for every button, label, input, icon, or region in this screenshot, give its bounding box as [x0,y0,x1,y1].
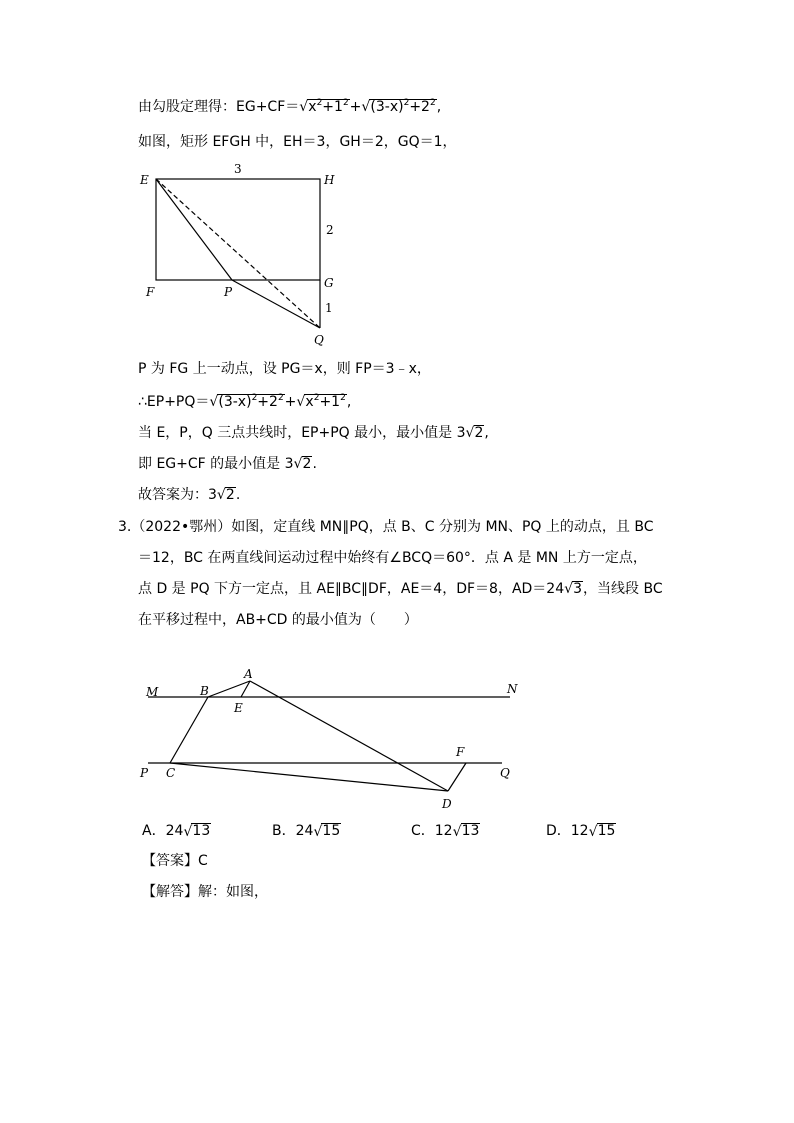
term: x [308,99,317,115]
plus: + [349,99,362,115]
label-q: Q [314,333,324,347]
term: (3-x) [370,99,404,115]
exponent: 2 [342,98,349,108]
label-m: M [146,685,159,699]
sqrt-expression: √ 2 [293,456,312,472]
label-p2: P [140,766,149,780]
text-suffix: ，当线段 BC [583,581,663,597]
analysis-label: 【解答】 [142,884,198,900]
term: (3-x) [218,394,252,410]
parallel-lines-figure [130,660,530,815]
exponent: 2 [313,393,320,403]
question3-line1: 3.（2022•鄂州）如图，定直线 MN∥PQ，点 B、C 分别为 MN、PQ 上的动点，且 BC [118,519,654,535]
dim-gh: 2 [326,223,334,237]
option-label: D．12 [546,823,589,839]
radicand: 15 [322,823,341,839]
answer-label: 【答案】 [142,853,198,869]
question3-line2: ＝12，BC 在两直线间运动过程中始终有∠BCQ＝60°．点 A 是 MN 上方一定点， [138,550,647,566]
sqrt-expression: √ 15 [588,823,616,840]
option-label: A．24 [142,823,184,839]
pythagoras-line [138,98,441,117]
text-prefix: 点 D 是 PQ 下方一定点，且 AE∥BC∥DF，AE＝4，DF＝8，AD＝24 [138,581,565,597]
dashed-eq [156,179,320,328]
segment-df [448,763,466,791]
option-label: B．24 [272,823,314,839]
collinear-statement [138,424,489,442]
punctuation: , [346,394,352,410]
punctuation: . [312,456,317,472]
exponent: 2 [340,393,346,403]
text-prefix: ∴EP+PQ＝ [138,394,210,410]
option-b[interactable] [272,820,341,840]
label-f: F [146,285,155,299]
analysis-line [142,883,268,901]
sqrt-expression: √ $x^2+1^2$ [296,393,346,410]
label-a: A [244,667,253,681]
sqrt-expression: √ 13 [183,823,211,840]
punctuation: , [436,99,442,115]
sqrt-expression: √ 13 [452,823,480,840]
term: +1 [319,394,341,410]
term: +2 [257,394,278,410]
rectangle-statement: 如图，矩形 EFGH 中，EH＝3，GH＝2，GQ＝1， [138,134,457,150]
plus: + [284,394,297,410]
term: +1 [322,99,343,115]
variable-statement: P 为 FG 上一动点，设 PG＝x，则 FP＝3﹣x， [138,361,431,377]
exponent: 2 [277,393,284,403]
analysis-text: 解：如图， [198,884,268,900]
label-c: C [166,766,176,780]
exponent: 2 [429,98,436,108]
dim-gq: 1 [325,301,333,315]
question3-line3 [138,580,663,598]
exponent: 2 [316,98,323,108]
text-prefix: 故答案为：3 [138,487,217,503]
segment-ab [208,681,250,697]
sqrt-expression: √ 2 [216,487,235,503]
minimum-statement [138,455,317,473]
text-prefix: 当 E，P，Q 三点共线时，EP+PQ 最小，最小值是 3 [138,425,466,441]
label-p: P [224,285,233,299]
label-f2: F [456,745,465,759]
rectangle-figure [138,160,358,350]
text-prefix: 由勾股定理得：EG+CF＝ [138,99,300,115]
sum-expression-line [138,393,351,412]
answer-line [142,852,208,870]
sqrt-expression: √ 2 [465,425,484,441]
radicand: 15 [597,823,616,839]
sqrt-expression: √ $x^2+1^2$ [299,98,349,115]
question3-line4: 在平移过程中，AB+CD 的最小值为（ ） [138,612,418,628]
label-h: H [324,173,335,187]
answer-value: C [198,853,208,869]
final-answer-line [138,486,240,504]
term: +2 [409,99,430,115]
punctuation: , [484,425,489,441]
radicand: 2 [225,487,235,503]
label-n: N [507,682,518,696]
rectangle-efgh [156,179,320,280]
label-d: D [442,797,452,811]
option-d[interactable] [546,820,616,840]
sqrt-expression: √ 15 [313,823,341,840]
label-g: G [324,276,334,290]
radicand: 3 [573,581,583,597]
punctuation: . [235,487,241,503]
label-e: E [140,173,149,187]
text-prefix: 即 EG+CF 的最小值是 3 [138,456,294,472]
dim-eh: 3 [234,162,242,176]
radicand: 2 [302,456,312,472]
option-label: C．12 [411,823,453,839]
option-a[interactable] [142,820,211,840]
exponent: 2 [403,98,410,108]
radicand: 13 [461,823,480,839]
radicand: 2 [474,425,484,441]
label-b: B [200,684,209,698]
sqrt-expression: √ $(3-x)^2+2^2$ [361,98,436,115]
segment-ep [156,179,232,280]
exponent: 2 [251,393,258,403]
sqrt-expression: √ $(3-x)^2+2^2$ [209,393,284,410]
option-c[interactable] [411,820,480,840]
label-e2: E [234,701,243,715]
radicand: 13 [192,823,211,839]
term: x [305,394,314,410]
label-q2: Q [500,766,510,780]
segment-pq [232,280,320,328]
sqrt-expression: √ 3 [564,581,583,597]
segment-bc [170,697,208,763]
